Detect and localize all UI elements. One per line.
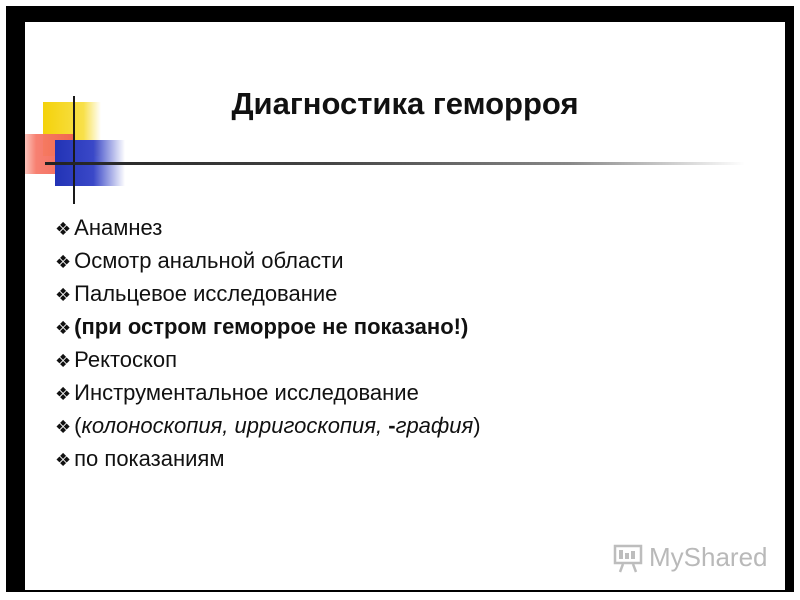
- projector-screen-icon: [613, 543, 643, 573]
- slide-title: Диагностика геморроя: [231, 86, 579, 121]
- slide: [25, 22, 785, 590]
- four-leaf-diamond-icon: ❖: [55, 318, 72, 338]
- bullet-item: ❖ Пальцевое исследование: [55, 281, 338, 306]
- decor-vertical-line: [73, 96, 75, 204]
- four-leaf-diamond-icon: ❖: [55, 450, 72, 470]
- four-leaf-diamond-icon: ❖: [55, 351, 72, 371]
- four-leaf-diamond-icon: ❖: [55, 285, 72, 305]
- bullet-item: ❖ Ректоскоп: [55, 347, 178, 372]
- slide-frame: [6, 6, 794, 592]
- bullet-item: ❖ по показаниям: [55, 446, 225, 471]
- bullet-item: ❖ Осмотр анальной области: [55, 248, 344, 273]
- four-leaf-diamond-icon: ❖: [55, 252, 72, 272]
- bullet-item: ❖ Анамнез: [55, 215, 163, 240]
- four-leaf-diamond-icon: ❖: [55, 417, 72, 437]
- four-leaf-diamond-icon: ❖: [55, 384, 72, 404]
- title-underline: [45, 162, 745, 165]
- bullet-list: [55, 212, 481, 476]
- watermark: [613, 542, 768, 573]
- four-leaf-diamond-icon: ❖: [55, 219, 72, 239]
- bullet-item: ❖ (при остром геморрое не показано!): [55, 314, 469, 339]
- bullet-item: ❖ (колоноскопия, ирригоскопия, -графия): [55, 413, 481, 438]
- bullet-item: ❖ Инструментальное исследование: [55, 380, 419, 405]
- watermark-text: MyShared: [649, 542, 768, 572]
